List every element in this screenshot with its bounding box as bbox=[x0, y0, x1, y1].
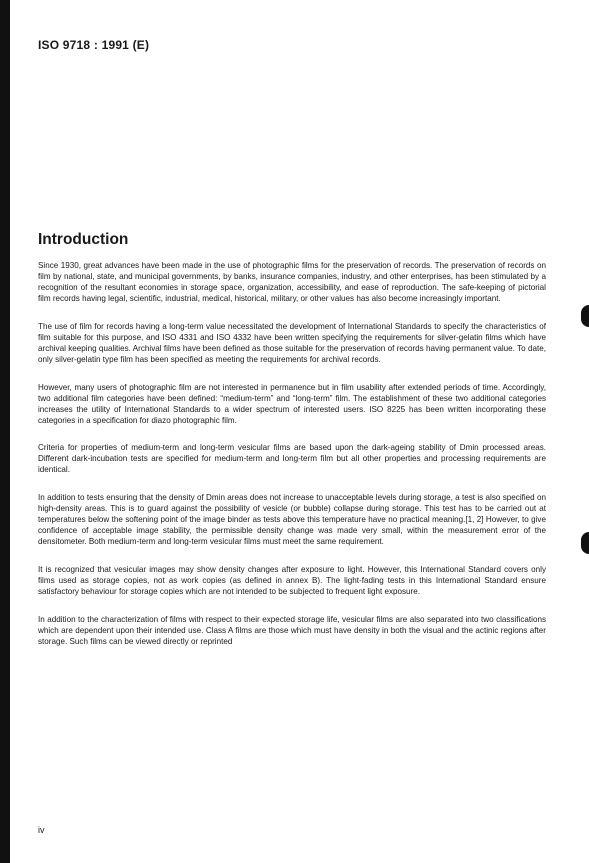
page-number: iv bbox=[38, 825, 45, 835]
binding-hole-mark bbox=[581, 532, 589, 554]
paragraph: Since 1930, great advances have been made in the use of photographic films for the preservation of records. The preservation of records on film by national, state, and municipal governments, by banks, insurance companies, industry, and other enterprises, has been stimulated by a recognition of the resultant economies in storage space, organization, accessibility, and ease of reproduction. The safe-keeping of pictorial film records having legal, scientific, industrial, medical, historical, military, or other values has also become increasingly important. bbox=[38, 261, 546, 304]
paragraph: In addition to tests ensuring that the density of Dmin areas does not increase to unacceptable levels during storage, a test is also specified on high-density areas. This is to guard against the possibility of vesicle (or bubble) collapse during storage. This test has to be carried out at temperatures below the softening point of the image binder as tests above this temperature have no practical meaning.[1, 2] However, to give confidence of acceptable image stability, the permissible density change was made very small, within the measurement error of the densitometer. Both medium-term and long-term vesicular films must meet the same requirement. bbox=[38, 492, 546, 547]
paragraph: In addition to the characterization of films with respect to their expected storage life, vesicular films are also separated into two classifications which are dependent upon their intended use. Class A films are those which must have density in both the visual and the actinic regions after storage. Such films can be viewed directly or reprinted bbox=[38, 614, 546, 646]
paragraph: The use of film for records having a long-term value necessitated the development of International Standards to specify the characteristics of film suitable for this purpose, and ISO 4331 and ISO 4332 have been written specifying the requirements for silver-gelatin films which have archival keeping qualities. Archival films have been defined as those suitable for the preservation of records having permanent value. To date, only silver-gelatin type film has been specified as meeting the requirements for archival records. bbox=[38, 321, 546, 365]
body-text bbox=[38, 260, 546, 663]
paragraph: It is recognized that vesicular images may show density changes after exposure to light. However, this International Standard covers only films used as storage copies, not as work copies (as defined in annex B). The light-fading tests in this International Standard ensure satisfactory behaviour for storage copies which are not intended to be subjected to frequent light exposure. bbox=[38, 564, 546, 597]
scan-edge-bar bbox=[0, 0, 10, 863]
document-id: ISO 9718 : 1991 (E) bbox=[38, 38, 150, 52]
binding-hole-mark bbox=[581, 305, 589, 327]
section-title: Introduction bbox=[38, 231, 129, 248]
paragraph: However, many users of photographic film are not interested in permanence but in film usability after extended periods of time. Accordingly, two additional film categories have been defined: “medium-term” and “long-term” film. The establishment of these two additional categories increases the utility of International Standards to a wider spectrum of interested users. ISO 8225 has been written incorporating these categories in a specification for diazo photographic film. bbox=[38, 382, 546, 425]
paragraph: Criteria for properties of medium-term and long-term vesicular films are based upon the dark-ageing stability of Dmin processed areas. Different dark-incubation tests are specified for medium-term and long-term film but all other properties and processing requirements are identical. bbox=[38, 443, 546, 475]
